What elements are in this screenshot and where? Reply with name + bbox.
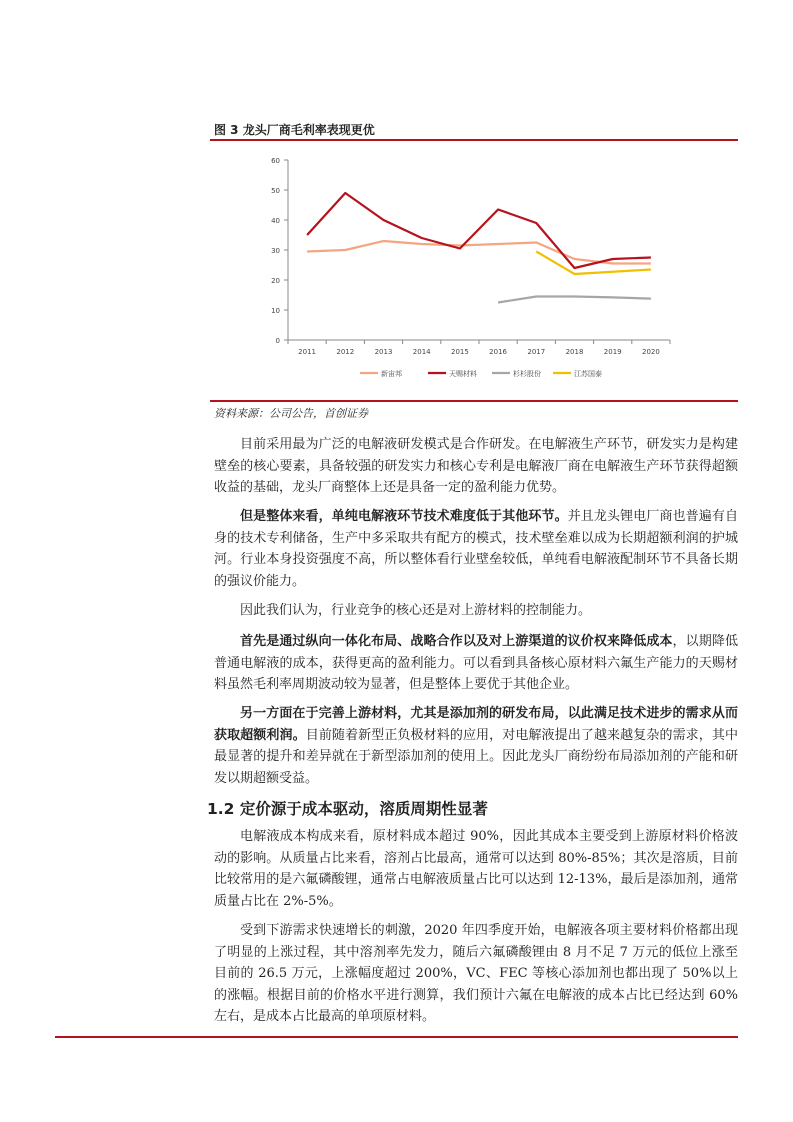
legend-label-3: 江苏国泰: [574, 370, 602, 378]
y-tick-label: 10: [271, 307, 280, 315]
paragraph-2: [214, 506, 738, 592]
x-tick-label: 2019: [603, 348, 622, 356]
figure-bottom-rule: [210, 400, 738, 402]
x-tick-label: 2015: [450, 348, 469, 356]
paragraph-1: 目前采用最为广泛的电解液研发模式是合作研发。在电解液生产环节，研发实力是构建壁垒的核心要素，具备较强的研发实力和核心专利是电解液厂商在电解液生产环节获得超额收益的基础，龙头厂商整体上还是具备一定的盈利能力优势。: [214, 437, 738, 495]
paragraph-2-emphasis: 但是整体来看，单纯电解液环节技术难度低于其他环节。: [240, 509, 568, 524]
gross-margin-chart: [210, 145, 738, 400]
figure-top-rule: [210, 139, 738, 141]
x-tick-label: 2017: [527, 348, 546, 356]
paragraph-3: 因此我们认为，行业竞争的核心还是对上游材料的控制能力。: [240, 603, 592, 618]
series-line-2: [498, 297, 651, 303]
y-tick-label: 20: [271, 277, 280, 285]
x-tick-label: 2016: [489, 348, 508, 356]
paragraph-5: [214, 703, 738, 789]
x-tick-label: 2011: [298, 348, 317, 356]
series-line-0: [307, 241, 651, 264]
paragraph-4-emphasis: 首先是通过纵向一体化布局、战略合作以及对上游渠道的议价权来降低成本: [240, 634, 673, 649]
y-tick-label: 30: [271, 247, 280, 255]
x-tick-label: 2020: [641, 348, 660, 356]
paragraph-5-emphasis: 另一方面在于完善上游材料，尤其是添加剂的研发布局，以此满足技术进步的需求从而获取超额利润。: [214, 706, 738, 743]
y-tick-label: 50: [271, 187, 280, 195]
page-bottom-rule: [55, 1036, 738, 1038]
paragraph-5-text: 目前随着新型正负极材料的应用，对电解液提出了越来越复杂的需求，其中最显著的提升和差异就在于新型添加剂的使用上。因此龙头厂商纷纷布局添加剂的产能和研发以期超额受益。: [214, 727, 738, 786]
x-tick-label: 2013: [374, 348, 393, 356]
legend-label-1: 天赐材料: [449, 370, 477, 378]
x-tick-label: 2012: [336, 348, 355, 356]
paragraph-4-text: ，以期降低普通电解液的成本，获得更高的盈利能力。可以看到具备核心原材料六氟生产能力的天赐材料虽然毛利率周期波动较为显著，但是整体上要优于其他企业。: [214, 634, 738, 692]
paragraph-2-text: 并且龙头锂电厂商也普遍有自身的技术专利储备，生产中多采取共有配方的模式，技术壁垒难以成为长期超额利润的护城河。行业本身投资强度不高，所以整体看行业壁垒较低，单纯看电解液配制环节不具备长期的强议价能力。: [214, 509, 738, 589]
figure-title: 图 3 龙头厂商毛利率表现更优: [214, 123, 375, 137]
legend-label-2: 杉杉股份: [513, 370, 541, 378]
section-heading: 1.2 定价源于成本驱动，溶质周期性显著: [207, 800, 488, 818]
x-tick-label: 2014: [412, 348, 431, 356]
legend-label-0: 新宙邦: [381, 370, 402, 378]
x-tick-label: 2018: [565, 348, 584, 356]
paragraph-4: [214, 631, 738, 696]
series-line-1: [307, 193, 651, 268]
y-tick-label: 40: [271, 217, 280, 225]
paragraph-7: 受到下游需求快速增长的刺激，2020 年四季度开始，电解液各项主要材料价格都出现了明显的上涨过程，其中溶剂率先发力，随后六氟磷酸锂由 8 月不足 7 万元的低位上涨至目前的 26.5 万元，上涨幅度超过 200%，VC、FEC 等核心添加剂也都出现了 50%以上的涨幅。根据目前的价格水平进行测算，我们预计六氟在电解液的成本占比已经达到 60%左右，是成本占比最高的单项原材料。: [214, 923, 738, 1024]
y-tick-label: 60: [271, 157, 280, 165]
figure-source: 资料来源：公司公告，首创证券: [214, 407, 368, 420]
y-tick-label: 0: [275, 337, 280, 345]
paragraph-6: 电解液成本构成来看，原材料成本超过 90%，因此其成本主要受到上游原材料价格波动的影响。从质量占比来看，溶剂占比最高，通常可以达到 80%-85%；其次是溶质，目前比较常用的是六氟磷酸锂，通常占电解液质量占比可以达到 12-13%，最后是添加剂，通常质量占比在 2%-5%。: [214, 829, 738, 909]
